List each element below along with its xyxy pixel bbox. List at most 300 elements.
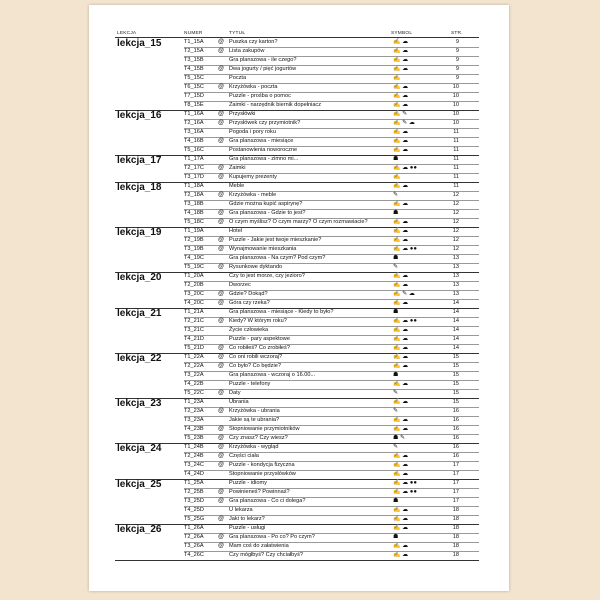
symbol-icons: ✍ ☁ bbox=[393, 93, 409, 99]
page-number: 11 bbox=[453, 147, 459, 153]
symbol-icons: ✍ ☁ bbox=[393, 183, 409, 189]
symbol-icons: ✍ ☁ bbox=[393, 381, 409, 387]
exercise-code: T2_24B bbox=[184, 453, 204, 459]
header-symbol: SYMBOL bbox=[391, 31, 413, 36]
online-marker: @ bbox=[218, 426, 225, 432]
online-marker: @ bbox=[218, 39, 225, 45]
table-row bbox=[115, 488, 479, 497]
table-row bbox=[115, 434, 479, 443]
symbol-icons: ✍ ☁ bbox=[393, 543, 409, 549]
symbol-icons: ✍ ☁ ●● bbox=[393, 165, 418, 171]
exercise-code: T4_20C bbox=[184, 300, 204, 306]
table-row bbox=[115, 398, 479, 407]
symbol-icons: ✍ ☁ bbox=[393, 66, 409, 72]
exercise-code: T3_24C bbox=[184, 462, 204, 468]
exercise-code: T4_19C bbox=[184, 255, 204, 261]
symbol-icons: ✍ ☁ bbox=[393, 273, 409, 279]
online-marker: @ bbox=[218, 84, 225, 90]
table-row bbox=[115, 200, 479, 209]
table-row bbox=[115, 218, 479, 227]
table-row bbox=[115, 524, 479, 533]
table-row bbox=[115, 191, 479, 200]
exercise-code: T2_20B bbox=[184, 282, 204, 288]
table-row bbox=[115, 272, 479, 281]
exercise-title: Gdzie? Dokąd? bbox=[229, 291, 268, 297]
online-marker: @ bbox=[218, 111, 225, 117]
table-row bbox=[115, 227, 479, 236]
page-number: 12 bbox=[452, 228, 459, 234]
exercise-title: Krzyżówka - wygląd bbox=[229, 444, 279, 450]
page-number: 15 bbox=[452, 381, 459, 387]
lesson-block bbox=[115, 398, 479, 444]
exercise-code: T1_25A bbox=[184, 480, 204, 486]
online-marker: @ bbox=[218, 138, 225, 144]
symbol-icons: ✍ ☁ bbox=[393, 525, 409, 531]
exercise-code: T1_15A bbox=[184, 39, 204, 45]
exercise-title: Przysłówki bbox=[229, 111, 256, 117]
exercise-title: Gra planszowa - wczoraj o 16.00... bbox=[229, 372, 316, 378]
online-marker: @ bbox=[218, 462, 225, 468]
exercise-title: Życie człowieka bbox=[229, 327, 269, 333]
exercise-title: Co oni robili wczoraj? bbox=[229, 354, 283, 360]
exercise-code: T5_19C bbox=[184, 264, 204, 270]
online-marker: @ bbox=[218, 516, 225, 522]
symbol-icons: ✍ ☁ bbox=[393, 48, 409, 54]
online-marker: @ bbox=[218, 66, 225, 72]
exercise-code: T3_21C bbox=[184, 327, 204, 333]
lesson-title: lekcja_17 bbox=[117, 155, 162, 166]
table-row bbox=[115, 416, 479, 425]
document-page bbox=[89, 5, 509, 591]
online-marker: @ bbox=[218, 363, 225, 369]
exercise-title: Gra planszowa - miesiące - Kiedy to było? bbox=[229, 309, 334, 315]
symbol-icons: ✍ ☁ bbox=[393, 471, 409, 477]
lesson-title: lekcja_19 bbox=[117, 227, 162, 238]
exercise-code: T1_17A bbox=[184, 156, 204, 162]
online-marker: @ bbox=[218, 489, 225, 495]
symbol-icons: ✍ ☁ bbox=[393, 345, 409, 351]
exercise-title: Puzzle - kondycja fizyczna bbox=[229, 462, 295, 468]
table-row bbox=[115, 551, 479, 560]
header-lekcja: LEKCJA bbox=[117, 31, 137, 36]
exercise-code: T3_20C bbox=[184, 291, 204, 297]
symbol-icons: ✍ ☁ bbox=[393, 363, 409, 369]
online-marker: @ bbox=[218, 444, 225, 450]
exercise-code: T4_15B bbox=[184, 66, 204, 72]
exercise-code: T5_16C bbox=[184, 147, 204, 153]
page-number: 16 bbox=[452, 426, 459, 432]
exercise-title: Przysłówek czy przymiotnik? bbox=[229, 120, 301, 126]
online-marker: @ bbox=[218, 453, 225, 459]
exercise-code: T1_16A bbox=[184, 111, 204, 117]
lesson-title: lekcja_26 bbox=[117, 524, 162, 535]
symbol-icons: ☗ bbox=[393, 372, 399, 378]
exercise-title: Zaimki - narzędnik biernik dopełniacz bbox=[229, 102, 322, 108]
table-row bbox=[115, 290, 479, 299]
page-number: 13 bbox=[452, 291, 459, 297]
table-row bbox=[115, 425, 479, 434]
table-row bbox=[115, 308, 479, 317]
page-number: 14 bbox=[452, 300, 459, 306]
page-number: 12 bbox=[452, 219, 459, 225]
lesson-title: lekcja_23 bbox=[117, 398, 162, 409]
table-row bbox=[115, 209, 479, 218]
page-number: 18 bbox=[452, 543, 459, 549]
lesson-title: lekcja_20 bbox=[117, 272, 162, 283]
symbol-icons: ✍ ☁ bbox=[393, 417, 409, 423]
table-row bbox=[115, 443, 479, 452]
lesson-title: lekcja_22 bbox=[117, 353, 162, 364]
symbol-icons: ✍ ☁ ●● bbox=[393, 489, 418, 495]
page-number: 13 bbox=[452, 255, 459, 261]
online-marker: @ bbox=[218, 210, 225, 216]
table-row bbox=[115, 101, 479, 110]
page-number: 17 bbox=[452, 489, 459, 495]
symbol-icons: ✍ ☁ bbox=[393, 282, 409, 288]
page-number: 18 bbox=[452, 516, 459, 522]
exercise-code: T2_25B bbox=[184, 489, 204, 495]
exercise-title: Lista zakupów bbox=[229, 48, 265, 54]
symbol-icons: ✎ bbox=[393, 192, 399, 198]
online-marker: @ bbox=[218, 390, 225, 396]
online-marker: @ bbox=[218, 354, 225, 360]
lesson-block bbox=[115, 353, 479, 399]
exercise-title: Gra planszowa - ile czego? bbox=[229, 57, 297, 63]
table-row bbox=[115, 380, 479, 389]
online-marker: @ bbox=[218, 264, 225, 270]
exercise-title: Puszka czy karton? bbox=[229, 39, 278, 45]
page-number: 17 bbox=[452, 480, 459, 486]
exercise-code: T1_24B bbox=[184, 444, 204, 450]
page-number: 12 bbox=[452, 246, 459, 252]
page-number: 10 bbox=[452, 93, 459, 99]
symbol-icons: ✍ ☁ bbox=[393, 228, 409, 234]
exercise-code: T5_18C bbox=[184, 219, 204, 225]
exercise-code: T3_18B bbox=[184, 201, 204, 207]
page-number: 10 bbox=[452, 120, 459, 126]
exercise-code: T3_22A bbox=[184, 372, 204, 378]
page-number: 11 bbox=[453, 156, 459, 162]
lesson-title: lekcja_24 bbox=[117, 443, 162, 454]
exercise-title: Hotel bbox=[229, 228, 243, 234]
page-number: 14 bbox=[452, 327, 459, 333]
symbol-icons: ✍ ☁ bbox=[393, 507, 409, 513]
table-row bbox=[115, 146, 479, 155]
symbol-icons: ✍ ✎ bbox=[393, 111, 408, 117]
page-number: 14 bbox=[452, 336, 459, 342]
online-marker: @ bbox=[218, 318, 225, 324]
exercise-title: Co robiłeś? Co zrobiłeś? bbox=[229, 345, 290, 351]
page-number: 9 bbox=[455, 57, 459, 63]
page-number: 11 bbox=[453, 183, 459, 189]
symbol-icons: ✍ ☁ bbox=[393, 354, 409, 360]
online-marker: @ bbox=[218, 291, 225, 297]
page-number: 11 bbox=[453, 165, 459, 171]
page-number: 15 bbox=[452, 399, 459, 405]
page-number: 15 bbox=[452, 390, 459, 396]
exercise-title: Gra planszowa - Po co? Po czym? bbox=[229, 534, 315, 540]
symbol-icons: ☗ ✎ bbox=[393, 435, 406, 441]
symbol-icons: ✍ ☁ bbox=[393, 129, 409, 135]
symbol-icons: ✍ ☁ ●● bbox=[393, 318, 418, 324]
table-row bbox=[115, 236, 479, 245]
exercise-code: T5_15C bbox=[184, 75, 204, 81]
table-row bbox=[115, 254, 479, 263]
symbol-icons: ✍ bbox=[393, 75, 401, 81]
exercise-code: T2_16A bbox=[184, 120, 204, 126]
symbol-icons: ✍ ☁ bbox=[393, 138, 409, 144]
online-marker: @ bbox=[218, 345, 225, 351]
exercise-code: T4_24D bbox=[184, 471, 204, 477]
lesson-block bbox=[115, 479, 479, 525]
exercise-code: T4_18B bbox=[184, 210, 204, 216]
exercise-title: Powinieneś? Powinnaś? bbox=[229, 489, 290, 495]
exercise-code: T3_25D bbox=[184, 498, 204, 504]
exercise-title: Czy to jest morze, czy jezioro? bbox=[229, 273, 305, 279]
page-number: 16 bbox=[452, 435, 459, 441]
exercise-code: T8_15E bbox=[184, 102, 204, 108]
symbol-icons: ✍ ☁ bbox=[393, 201, 409, 207]
table-row bbox=[115, 470, 479, 479]
exercise-code: T3_23A bbox=[184, 417, 204, 423]
lesson-block bbox=[115, 308, 479, 354]
exercise-code: T2_21C bbox=[184, 318, 204, 324]
exercise-title: U lekarza bbox=[229, 507, 253, 513]
symbol-icons: ✍ ✎ ☁ bbox=[393, 291, 415, 297]
table-row bbox=[115, 47, 479, 56]
exercise-title: Meble bbox=[229, 183, 245, 189]
table-row bbox=[115, 74, 479, 83]
page-number: 18 bbox=[452, 525, 459, 531]
page-number: 13 bbox=[452, 264, 459, 270]
exercise-code: T2_26A bbox=[184, 534, 204, 540]
exercise-code: T4_26C bbox=[184, 552, 204, 558]
exercise-code: T5_25G bbox=[184, 516, 205, 522]
table-row bbox=[115, 56, 479, 65]
page-number: 16 bbox=[452, 417, 459, 423]
exercise-code: T3_19B bbox=[184, 246, 204, 252]
symbol-icons: ✍ ☁ bbox=[393, 57, 409, 63]
page-number: 18 bbox=[452, 534, 459, 540]
symbol-icons: ✍ ☁ bbox=[393, 327, 409, 333]
page-number: 11 bbox=[453, 174, 459, 180]
online-marker: @ bbox=[218, 165, 225, 171]
table-row bbox=[115, 461, 479, 470]
table-row bbox=[115, 362, 479, 371]
exercise-title: Mam coś do załatwienia bbox=[229, 543, 289, 549]
page-number: 10 bbox=[452, 84, 459, 90]
symbol-icons: ☗ bbox=[393, 534, 399, 540]
symbol-icons: ✎ bbox=[393, 264, 399, 270]
lesson-block bbox=[115, 524, 479, 561]
page-number: 16 bbox=[452, 408, 459, 414]
exercise-code: T3_26A bbox=[184, 543, 204, 549]
exercise-code: T6_15C bbox=[184, 84, 204, 90]
exercise-code: T3_15B bbox=[184, 57, 204, 63]
online-marker: @ bbox=[218, 534, 225, 540]
page-number: 9 bbox=[455, 48, 459, 54]
exercise-title: Rysunkowe dyktando bbox=[229, 264, 283, 270]
table-row bbox=[115, 110, 479, 119]
page-number: 12 bbox=[452, 237, 459, 243]
exercise-title: Czy mógłbyś? Czy chciałbyś? bbox=[229, 552, 303, 558]
exercise-code: T1_23A bbox=[184, 399, 204, 405]
exercise-code: T3_16A bbox=[184, 129, 204, 135]
exercise-title: Puzzle - telefony bbox=[229, 381, 271, 387]
exercise-code: T2_18A bbox=[184, 192, 204, 198]
symbol-icons: ✍ ☁ bbox=[393, 516, 409, 522]
table-row bbox=[115, 506, 479, 515]
page-number: 14 bbox=[452, 318, 459, 324]
exercise-code: T4_16B bbox=[184, 138, 204, 144]
exercise-title: Części ciała bbox=[229, 453, 259, 459]
table-row bbox=[115, 119, 479, 128]
exercise-code: T1_18A bbox=[184, 183, 204, 189]
symbol-icons: ☗ bbox=[393, 309, 399, 315]
exercise-code: T4_22B bbox=[184, 381, 204, 387]
table-row bbox=[115, 281, 479, 290]
page-number: 16 bbox=[452, 444, 459, 450]
symbol-icons: ✍ ☁ bbox=[393, 219, 409, 225]
exercise-title: Kupujemy prezenty bbox=[229, 174, 277, 180]
exercise-code: T5_21D bbox=[184, 345, 204, 351]
table-row bbox=[115, 83, 479, 92]
table-row bbox=[115, 38, 479, 47]
page-number: 12 bbox=[452, 210, 459, 216]
exercise-title: Gra planszowa - Co ci dolega? bbox=[229, 498, 306, 504]
exercise-code: T5_23B bbox=[184, 435, 204, 441]
symbol-icons: ✍ ☁ bbox=[393, 147, 409, 153]
page-number: 9 bbox=[455, 66, 459, 72]
exercise-title: Góra czy rzeka? bbox=[229, 300, 270, 306]
exercise-title: Jaki to lekarz? bbox=[229, 516, 265, 522]
lesson-block bbox=[115, 272, 479, 309]
exercise-code: T4_21D bbox=[184, 336, 204, 342]
exercise-title: Zaimki bbox=[229, 165, 246, 171]
exercise-code: T7_15D bbox=[184, 93, 204, 99]
online-marker: @ bbox=[218, 543, 225, 549]
page-number: 9 bbox=[455, 39, 459, 45]
symbol-icons: ✍ ☁ bbox=[393, 300, 409, 306]
online-marker: @ bbox=[218, 219, 225, 225]
symbol-icons: ✍ ☁ ●● bbox=[393, 480, 418, 486]
table-row bbox=[115, 137, 479, 146]
online-marker: @ bbox=[218, 237, 225, 243]
symbol-icons: ✎ bbox=[393, 444, 399, 450]
header-tytul: TYTUŁ bbox=[229, 31, 246, 36]
exercise-title: Puzzle - Jakie jest twoje mieszkanie? bbox=[229, 237, 322, 243]
exercise-title: Co było? Co będzie? bbox=[229, 363, 281, 369]
table-row bbox=[115, 182, 479, 191]
exercise-title: Dworzec bbox=[229, 282, 251, 288]
symbol-icons: ✍ ☁ bbox=[393, 39, 409, 45]
page-number: 16 bbox=[452, 453, 459, 459]
exercise-title: Krzyżówka - poczta bbox=[229, 84, 278, 90]
table-row bbox=[115, 263, 479, 272]
exercise-title: Czy znasz? Czy wiesz? bbox=[229, 435, 288, 441]
online-marker: @ bbox=[218, 246, 225, 252]
symbol-icons: ✍ bbox=[393, 174, 401, 180]
page-number: 17 bbox=[452, 462, 459, 468]
exercise-code: T2_17C bbox=[184, 165, 204, 171]
table-row bbox=[115, 335, 479, 344]
symbol-icons: ✍ ☁ bbox=[393, 336, 409, 342]
table-row bbox=[115, 407, 479, 416]
page-number: 14 bbox=[452, 309, 459, 315]
table-row bbox=[115, 515, 479, 524]
symbol-icons: ✍ ☁ bbox=[393, 426, 409, 432]
lesson-block bbox=[115, 155, 479, 183]
lesson-title: lekcja_16 bbox=[117, 110, 162, 121]
page-number: 11 bbox=[453, 138, 459, 144]
symbol-icons: ✎ bbox=[393, 408, 399, 414]
exercise-code: T1_22A bbox=[184, 354, 204, 360]
exercise-title: Puzzle - prośba o pomoc bbox=[229, 93, 291, 99]
symbol-icons: ✍ ☁ ●● bbox=[393, 246, 418, 252]
exercise-title: Pogoda i pory roku bbox=[229, 129, 276, 135]
exercise-title: Wynajmowanie mieszkania bbox=[229, 246, 297, 252]
symbol-icons: ✍ ✎ ☁ bbox=[393, 120, 415, 126]
online-marker: @ bbox=[218, 120, 225, 126]
table-row bbox=[115, 452, 479, 461]
page-number: 18 bbox=[452, 552, 459, 558]
exercise-title: Gdzie można kupić aspirynę? bbox=[229, 201, 303, 207]
lesson-block bbox=[115, 182, 479, 228]
online-marker: @ bbox=[218, 408, 225, 414]
lesson-block bbox=[115, 443, 479, 480]
exercise-title: Stopniowanie przysłówków bbox=[229, 471, 296, 477]
exercise-title: Kiedy? W którym roku? bbox=[229, 318, 287, 324]
table-row bbox=[115, 92, 479, 101]
lesson-title: lekcja_25 bbox=[117, 479, 162, 490]
symbol-icons: ✍ ☁ bbox=[393, 237, 409, 243]
exercise-title: Gra planszowa - Gdzie to jest? bbox=[229, 210, 306, 216]
lesson-title: lekcja_21 bbox=[117, 308, 162, 319]
table-row bbox=[115, 155, 479, 164]
exercise-title: Gra planszowa - miesiące bbox=[229, 138, 294, 144]
lesson-block bbox=[115, 227, 479, 273]
online-marker: @ bbox=[218, 300, 225, 306]
exercise-title: Gra planszowa - zimno mi... bbox=[229, 156, 299, 162]
exercise-code: T2_19B bbox=[184, 237, 204, 243]
exercise-code: T2_15A bbox=[184, 48, 204, 54]
table-row bbox=[115, 542, 479, 551]
exercise-title: Puzzle - pary aspektowe bbox=[229, 336, 290, 342]
page-number: 12 bbox=[452, 192, 459, 198]
page-number: 15 bbox=[452, 354, 459, 360]
exercise-code: T2_22A bbox=[184, 363, 204, 369]
page-number: 12 bbox=[452, 201, 459, 207]
page-number: 18 bbox=[452, 507, 459, 513]
exercise-title: Gra planszowa - Na czym? Pod czym? bbox=[229, 255, 326, 261]
table-row bbox=[115, 128, 479, 137]
page-number: 17 bbox=[452, 498, 459, 504]
table-row bbox=[115, 65, 479, 74]
symbol-icons: ✎ bbox=[393, 390, 399, 396]
lesson-block bbox=[115, 38, 479, 111]
exercise-code: T4_23B bbox=[184, 426, 204, 432]
table-row bbox=[115, 371, 479, 380]
page-number: 13 bbox=[452, 273, 459, 279]
online-marker: @ bbox=[218, 48, 225, 54]
exercise-title: Krzyżówka - meble bbox=[229, 192, 277, 198]
exercise-code: T3_17D bbox=[184, 174, 204, 180]
exercise-code: T1_19A bbox=[184, 228, 204, 234]
table-row bbox=[115, 164, 479, 173]
exercise-title: Puzzle - idiomy bbox=[229, 480, 267, 486]
exercise-title: Krzyżówka - ubrania bbox=[229, 408, 280, 414]
page-number: 17 bbox=[452, 471, 459, 477]
